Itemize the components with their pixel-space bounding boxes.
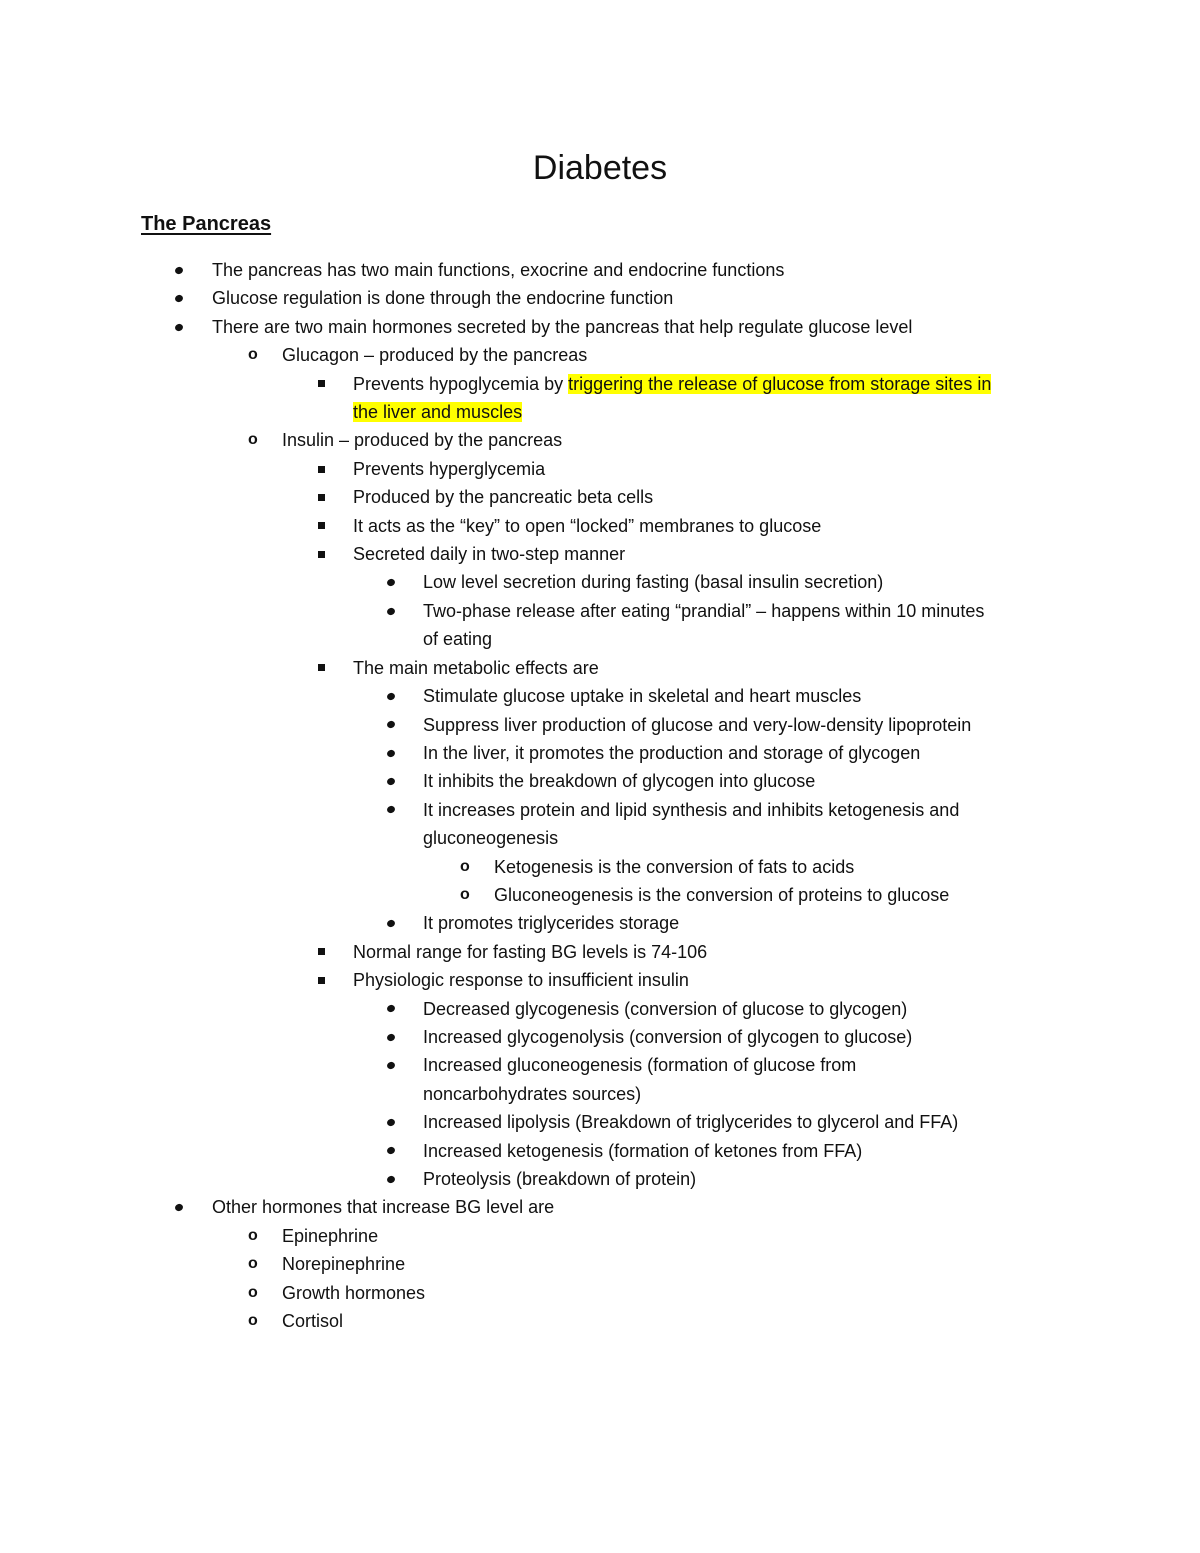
highlighted-text: triggering the release of glucose from storage sites in bbox=[568, 373, 992, 394]
list-item bbox=[0, 739, 1200, 767]
list-item-text: Proteolysis (breakdown of protein) bbox=[423, 1169, 697, 1189]
list-item bbox=[0, 1307, 1200, 1335]
bullet-square-icon bbox=[318, 966, 325, 994]
list-item-text: Other hormones that increase BG level are bbox=[212, 1197, 555, 1218]
list-item bbox=[0, 796, 1200, 853]
list-item-text: Low level secretion during fasting (basal insulin secretion) bbox=[423, 572, 884, 593]
bullet-dot-icon bbox=[387, 767, 395, 795]
list-item bbox=[0, 512, 1200, 540]
list-item bbox=[0, 1137, 1200, 1165]
list-item-text: There are two main hormones secreted by the pancreas that help regulate glucose level bbox=[212, 316, 913, 337]
bullet-circle-icon: o bbox=[248, 1226, 258, 1244]
list-item bbox=[0, 1165, 1200, 1193]
list-item-text: It promotes triglycerides storage bbox=[423, 913, 680, 934]
bullet-dot-icon bbox=[175, 256, 183, 284]
bullet-dot-icon bbox=[387, 1108, 395, 1136]
list-item-text: Decreased glycogenesis (conversion of glucose to glycogen) bbox=[423, 998, 908, 1019]
list-item-text: The pancreas has two main functions, exocrine and endocrine functions bbox=[212, 260, 785, 280]
list-item-text: Epinephrine bbox=[282, 1225, 379, 1246]
list-item-text-continued: noncarbohydrates sources) bbox=[423, 1083, 642, 1104]
list-item bbox=[0, 455, 1200, 483]
list-item-text: Cortisol bbox=[282, 1311, 344, 1332]
section-heading: The Pancreas bbox=[141, 213, 272, 235]
list-item-text: Increased lipolysis (Breakdown of triglycerides to glycerol and FFA) bbox=[423, 1112, 959, 1133]
list-item bbox=[0, 1108, 1200, 1136]
list-item bbox=[0, 682, 1200, 710]
bullet-square-icon bbox=[318, 938, 325, 966]
list-item bbox=[0, 1051, 1200, 1108]
list-item bbox=[0, 767, 1200, 795]
list-item bbox=[0, 1250, 1200, 1278]
list-item bbox=[0, 1193, 1200, 1221]
list-item-text: Insulin – produced by the pancreas bbox=[282, 430, 563, 451]
list-item-text: Glucagon – produced by the pancreas bbox=[282, 345, 588, 366]
bullet-dot-icon bbox=[175, 284, 183, 312]
list-item bbox=[0, 284, 1200, 312]
list-item bbox=[0, 370, 1200, 427]
bullet-circle-icon: o bbox=[248, 1255, 258, 1273]
list-item bbox=[0, 483, 1200, 511]
bullet-dot-icon bbox=[387, 711, 395, 739]
list-item-text-continued bbox=[353, 398, 1200, 426]
list-item bbox=[0, 597, 1200, 654]
bullet-dot-icon bbox=[387, 597, 395, 625]
bullet-dot-icon bbox=[387, 682, 395, 710]
list-item bbox=[0, 654, 1200, 682]
bullet-dot-icon bbox=[387, 995, 395, 1023]
bullet-circle-icon: o bbox=[248, 1312, 258, 1330]
list-item-text: Suppress liver production of glucose and very-low-density lipoprotein bbox=[423, 714, 972, 735]
list-item bbox=[0, 1279, 1200, 1307]
bullet-dot-icon bbox=[387, 1023, 395, 1051]
list-item bbox=[0, 881, 1200, 909]
bullet-circle-icon: o bbox=[460, 857, 470, 875]
bullet-list bbox=[0, 256, 1200, 1335]
list-item bbox=[0, 995, 1200, 1023]
bullet-square-icon bbox=[318, 540, 325, 568]
list-item-text: In the liver, it promotes the production and storage of glycogen bbox=[423, 742, 921, 763]
bullet-dot-icon bbox=[387, 909, 395, 937]
list-item-text: Physiologic response to insufficient insulin bbox=[353, 970, 689, 991]
list-item bbox=[0, 568, 1200, 596]
list-item-text bbox=[353, 370, 1200, 398]
list-item-text: It inhibits the breakdown of glycogen into glucose bbox=[423, 771, 816, 792]
list-item-text: Ketogenesis is the conversion of fats to acids bbox=[494, 856, 855, 877]
list-item-text: The main metabolic effects are bbox=[353, 657, 599, 678]
list-item-text: Prevents hyperglycemia bbox=[353, 458, 546, 479]
list-item-text: Increased ketogenesis (formation of ketones from FFA) bbox=[423, 1140, 863, 1161]
bullet-square-icon bbox=[318, 512, 325, 540]
list-item bbox=[0, 966, 1200, 994]
list-item bbox=[0, 938, 1200, 966]
bullet-circle-icon: o bbox=[460, 885, 470, 903]
list-item-text: Two-phase release after eating “prandial” – happens within 10 minutes bbox=[423, 600, 985, 621]
list-item-text: Produced by the pancreatic beta cells bbox=[353, 487, 654, 508]
list-item-text-plain: Prevents hypoglycemia by bbox=[353, 373, 569, 394]
bullet-dot-icon bbox=[387, 1051, 395, 1079]
bullet-dot-icon bbox=[387, 1165, 395, 1193]
list-item bbox=[0, 1222, 1200, 1250]
list-item-text: Increased gluconeogenesis (formation of glucose from bbox=[423, 1055, 857, 1076]
bullet-dot-icon bbox=[175, 1193, 183, 1221]
bullet-square-icon bbox=[318, 483, 325, 511]
list-item-text: Norepinephrine bbox=[282, 1254, 406, 1275]
list-item-text: It increases protein and lipid synthesis and inhibits ketogenesis and bbox=[423, 799, 960, 820]
list-item-text: Gluconeogenesis is the conversion of proteins to glucose bbox=[494, 884, 950, 905]
list-item-text: Stimulate glucose uptake in skeletal and heart muscles bbox=[423, 686, 862, 707]
bullet-dot-icon bbox=[175, 313, 183, 341]
list-item-text: Increased glycogenolysis (conversion of glycogen to glucose) bbox=[423, 1026, 913, 1047]
list-item bbox=[0, 540, 1200, 568]
list-item-text: Normal range for fasting BG levels is 74-106 bbox=[353, 941, 708, 962]
bullet-dot-icon bbox=[387, 568, 395, 596]
bullet-square-icon bbox=[318, 370, 325, 398]
list-item bbox=[0, 426, 1200, 454]
list-item-text: It acts as the “key” to open “locked” membranes to glucose bbox=[353, 515, 822, 536]
bullet-dot-icon bbox=[387, 796, 395, 824]
bullet-dot-icon bbox=[387, 1137, 395, 1165]
list-item bbox=[0, 711, 1200, 739]
list-item bbox=[0, 313, 1200, 341]
bullet-circle-icon: o bbox=[248, 346, 258, 364]
document-title: Diabetes bbox=[532, 149, 668, 187]
list-item bbox=[0, 1023, 1200, 1051]
list-item bbox=[0, 853, 1200, 881]
bullet-dot-icon bbox=[387, 739, 395, 767]
list-item-text: Glucose regulation is done through the endocrine function bbox=[212, 288, 674, 309]
list-item bbox=[0, 341, 1200, 369]
list-item bbox=[0, 909, 1200, 937]
bullet-square-icon bbox=[318, 654, 325, 682]
list-item bbox=[0, 256, 1200, 284]
highlighted-text: the liver and muscles bbox=[353, 402, 523, 423]
list-item-text: Secreted daily in two-step manner bbox=[353, 544, 626, 565]
bullet-circle-icon: o bbox=[248, 1283, 258, 1301]
list-item-text-continued: of eating bbox=[423, 629, 493, 650]
list-item-text-continued: gluconeogenesis bbox=[423, 828, 559, 849]
list-item-text: Growth hormones bbox=[282, 1282, 426, 1303]
bullet-square-icon bbox=[318, 455, 325, 483]
bullet-circle-icon: o bbox=[248, 431, 258, 449]
